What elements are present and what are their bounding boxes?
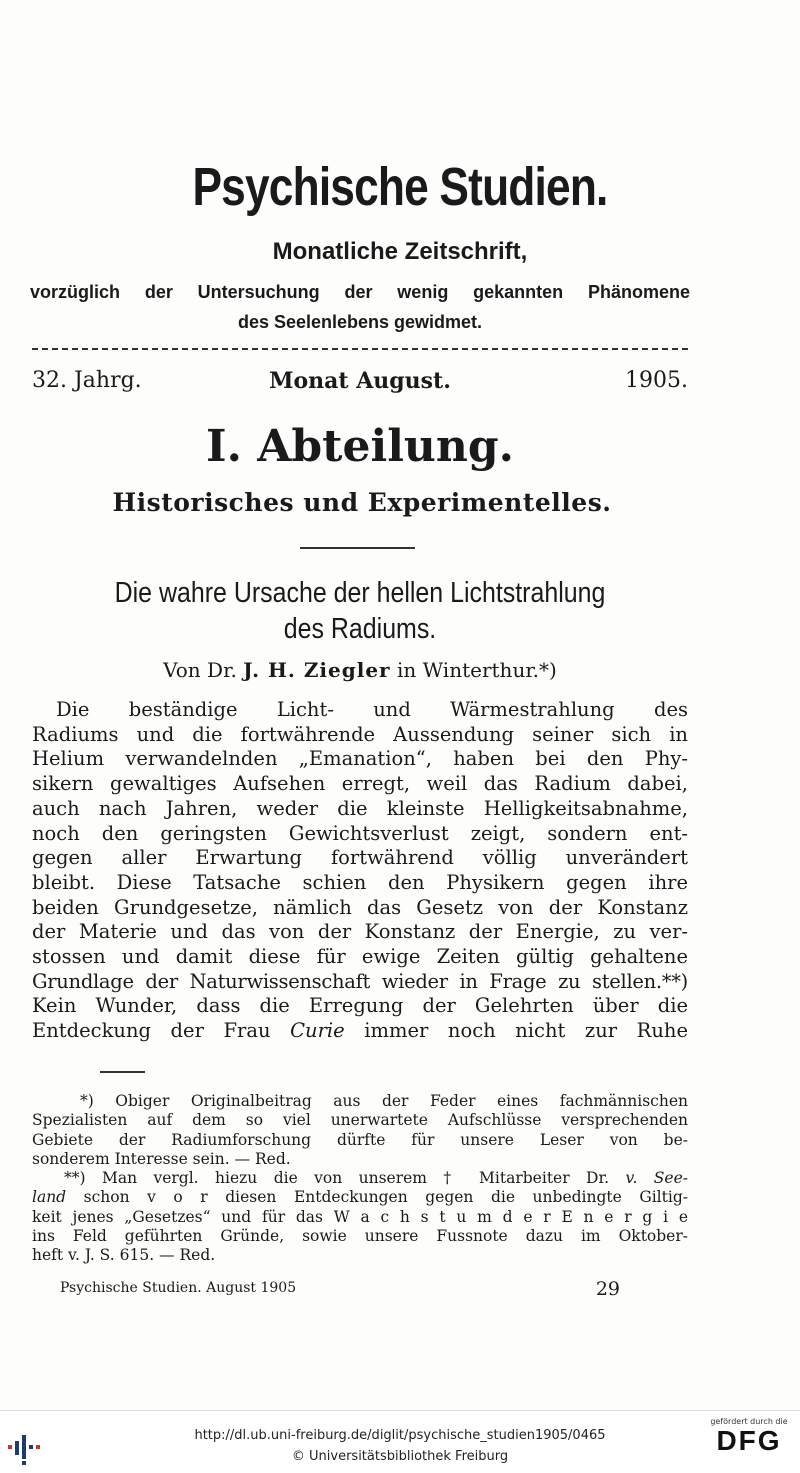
footnote-text: **) Man vergl. hiezu die von unserem † Mitarbeiter Dr. (64, 1169, 610, 1188)
body-name-curie: Curie (290, 1019, 345, 1043)
footnotes (32, 1092, 688, 1266)
journal-subtitle: Monatliche Zeitschrift, (272, 238, 528, 265)
footnote-line: sonderem Interesse sein. — Red. (32, 1149, 291, 1168)
body-line: beiden Grundgesetze, nämlich das Gesetz von der Konstanz (32, 895, 688, 919)
byline-prefix: Von Dr. (163, 658, 237, 682)
body-line: Helium verwandelnden „Emanation“, haben bei den Phy- (32, 747, 688, 771)
body-line-last (32, 1019, 688, 1044)
dfg-logo (706, 1417, 792, 1469)
footnote-line: heft v. J. S. 615. — Red. (32, 1246, 216, 1265)
dfg-wordmark: DFG (716, 1425, 782, 1456)
section-subheading: Historisches und Experimentelles. (112, 488, 612, 517)
footnote-line: keit jenes „Gesetzes“ und für das W a c h s t u m d e r E n e r g i e (32, 1207, 688, 1226)
body-text: Entdeckung der Frau (32, 1019, 271, 1043)
volume-label: 32. Jahrg. (32, 368, 142, 393)
page-footer (60, 1278, 620, 1300)
article-title-line-1: Die wahre Ursache der hellen Lichtstrahlung (114, 577, 606, 609)
footnote-divider (100, 1071, 145, 1073)
footnote-text: schon v o r diesen Entdeckungen gegen die unbedingte Giltig- (83, 1188, 688, 1207)
body-line: stossen und damit diese für ewige Zeiten gültig gehaltene (32, 945, 688, 969)
byline-author: J. H. Ziegler (243, 658, 391, 682)
funding-note: gefördert durch die (710, 1417, 788, 1426)
body-line: Kein Wunder, dass die Erregung der Gelehrten über die (32, 994, 688, 1018)
body-line: Die beständige Licht- und Wärmestrahlung des (56, 698, 688, 721)
year-label: 1905. (625, 368, 688, 393)
copyright-notice: © Universitätsbibliothek Freiburg (291, 1449, 509, 1464)
section-heading: I. Abteilung. (206, 421, 514, 472)
body-text: immer noch nicht zur Ruhe (364, 1019, 688, 1043)
article-body (32, 698, 688, 1044)
journal-tagline-line-2: des Seelenlebens gewidmet. (237, 312, 483, 332)
footnote-line: Spezialisten auf dem so viel unerwartete Aufschlüsse versprechenden (32, 1111, 688, 1130)
footnote-line: *) Obiger Originalbeitrag aus der Feder eines fachmännischen (80, 1092, 688, 1110)
footnote-name: land (32, 1188, 67, 1207)
article-title-line-2: des Radiums. (283, 613, 437, 645)
month-label: Monat August. (269, 368, 451, 394)
page-number: 29 (595, 1278, 620, 1300)
footnote-line: Gebiete der Radiumforschung dürfte für unsere Leser von be- (32, 1130, 688, 1149)
issue-line (32, 366, 688, 396)
section-divider (300, 547, 415, 549)
body-line: der Materie und das von der Konstanz der Energie, zu ver- (32, 920, 688, 944)
body-line: Grundlage der Naturwissenschaft wieder in Frage zu stellen.**) (32, 969, 688, 993)
body-line: Radiums und die fortwährende Aussendung seiner sich in (32, 722, 688, 746)
journal-tagline-line-1: vorzüglich der Untersuchung der wenig gekannten Phänomene (30, 282, 690, 302)
footnote-name: v. See- (625, 1169, 688, 1188)
body-line: bleibt. Diese Tatsache schien den Physikern gegen ihre (32, 870, 688, 894)
masthead-divider (32, 348, 688, 350)
body-line: noch den geringsten Gewichtsverlust zeigt, sondern ent- (32, 821, 688, 845)
footnote-line (32, 1169, 688, 1188)
journal-masthead: Psychische Studien. (192, 157, 608, 217)
body-line: gegen aller Erwartung fortwährend völlig unverändert (32, 846, 688, 870)
byline-suffix: in Winterthur.*) (396, 658, 557, 682)
footnote-line (32, 1188, 688, 1207)
footnote-line: ins Feld geführten Gründe, sowie unsere Fussnote dazu im Oktober- (32, 1227, 688, 1246)
permalink-url[interactable]: http://dl.ub.uni-freiburg.de/diglit/psychische_studien1905/0465 (194, 1428, 606, 1443)
footer-journal: Psychische Studien. August 1905 (60, 1280, 297, 1296)
viewer-bottom-bar (0, 1410, 800, 1473)
body-line: auch nach Jahren, weder die kleinste Helligkeitsabnahme, (32, 796, 688, 820)
body-line: sikern gewaltiges Aufsehen erregt, weil das Radium dabei, (32, 772, 688, 796)
article-byline (30, 656, 690, 684)
article-title (76, 575, 644, 647)
